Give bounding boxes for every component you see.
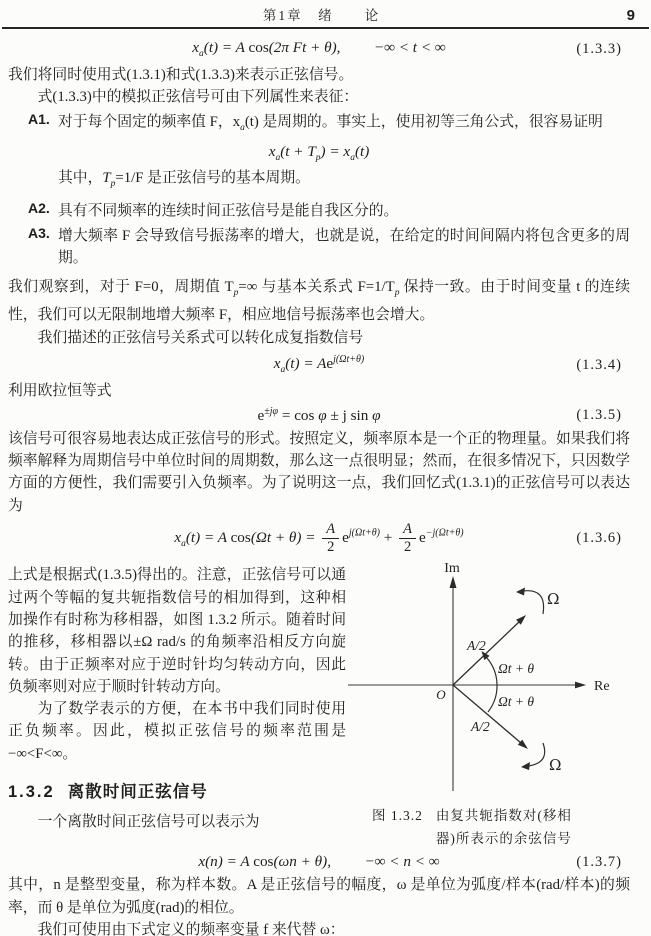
eq-term: (2π Ft + θ), (268, 39, 341, 56)
eq-exponent: j(Ωt+θ) (348, 527, 380, 539)
section-heading (8, 778, 346, 802)
right-column (346, 558, 630, 850)
observe-part: 保持一致。由于时间变量 t 的连续性，我们可以无限制地增大频率 F，相应地信号振荡率也会增大。 (8, 279, 630, 324)
rotation-cw-arc (528, 743, 545, 766)
figure-1-3-2 (346, 558, 630, 850)
fraction-numerator: A (399, 522, 416, 539)
eq-var: φ (318, 406, 327, 424)
eq-term: (t) = A (285, 354, 327, 372)
chapter-title: 第1章 绪 论 (262, 8, 381, 23)
paragraph-express: 该信号可很容易地表达成正弦信号的形式。按照定义，频率原本是一个正的物理量。如果我们将频率解释为周期信号中单位时间的周期数，那么这一点很明显；然而，在很多情况下，只因数学方面的方便性，我们需要引入负频率。为了说明这一点，我们回忆式(1.3.1)的正弦信号可以表达为 (8, 430, 630, 514)
amplitude-lower-label: A/2 (471, 719, 490, 735)
section-number: 1.3.2 (8, 782, 55, 801)
eq-term: (t) (354, 143, 370, 161)
caption-line: 器)所表示的余弦信号 (435, 831, 572, 847)
page-number: 9 (626, 7, 635, 24)
angle-lower-label: Ωt + θ (498, 694, 535, 710)
caption-line: 由复共轭指数对(移相 (435, 808, 572, 824)
paragraph-properties: 式(1.3.3)中的模拟正弦信号可由下列属性来表征： (37, 89, 359, 106)
section-title: 离散时间正弦信号 (67, 782, 208, 801)
origin-label: O (436, 687, 446, 703)
equation-number: (1.3.4) (576, 357, 622, 374)
phasor-diagram (346, 560, 651, 796)
eq-term: (ωn + θ), (273, 853, 331, 871)
eq-e: e (257, 406, 265, 424)
item-sub: a (240, 123, 245, 134)
eq-fn: cos (253, 853, 274, 871)
re-axis-label: Re (594, 679, 610, 695)
left-column (8, 558, 346, 850)
rotation-ccw-arc (523, 591, 544, 614)
note-part: =1/F 是正弦信号的基本周期。 (115, 170, 310, 187)
paragraph-replace: 我们可使用由下式定义的频率变量 f 来代替 ω： (37, 921, 345, 936)
note-sub: p (110, 179, 116, 190)
angle-upper-label: Ωt + θ (498, 661, 535, 677)
property-item-a3 (8, 225, 630, 269)
eq-term: (t) = A (185, 528, 231, 546)
paragraph-observe (8, 276, 630, 326)
eq-fraction (322, 522, 339, 555)
figure-caption-tag: 图 1.3.2 (372, 808, 423, 824)
eq-exponent: ±jφ (264, 405, 279, 417)
equation-number: (1.3.3) (576, 41, 622, 58)
paragraph-a1-note (58, 167, 630, 195)
eq-sub: a (275, 153, 281, 164)
two-column-section (8, 558, 630, 850)
figure-caption-text (436, 804, 572, 850)
equation-1-3-3 (8, 38, 630, 61)
eq-sub: a (280, 364, 286, 375)
eq-range: −∞ < t < ∞ (373, 39, 446, 56)
item-label: A1. (28, 111, 50, 128)
eq-var: φ (372, 406, 381, 424)
note-part: 其中， (58, 170, 103, 187)
eq-term: = cos (278, 406, 319, 424)
paragraph-phasor: 上式是根据式(1.3.5)得出的。注意，正弦信号可以通过两个等幅的复共轭指数信号的相加得到，这种相加操作有时称为移相器，如图 1.3.2 所示。随着时间的推移，移相器以±Ω rad/s 的角频率沿相反方向旋转。由于正频率对应于逆时针均匀转动方向，因此负频率则对应于顺时针转动方向。 (8, 567, 346, 695)
im-axis-label: Im (444, 561, 460, 577)
eq-sub: p (315, 153, 321, 164)
eq-exponent: −j(Ωt+θ) (425, 527, 464, 539)
amplitude-upper-label: A/2 (467, 638, 486, 654)
eq-term: (t) = A (203, 39, 249, 56)
equation-1-3-6 (8, 522, 630, 555)
eq-term: x (273, 354, 281, 372)
rotation-ccw-arrow-icon (516, 588, 525, 596)
paragraph-where: 其中，n 是整型变量，称为样本数。A 是正弦信号的幅度，ω 是单位为弧度/样本(rad/样本)的频率，而 θ 是单位为弧度(rad)的相位。 (8, 877, 630, 916)
equation-1-3-4 (8, 354, 630, 377)
eq-fn: cos (230, 528, 251, 546)
eq-e: e (342, 528, 349, 546)
im-axis-arrow-icon (450, 576, 457, 588)
equation-number: (1.3.5) (576, 407, 622, 424)
fraction-numerator: A (322, 522, 339, 539)
eq-sub: a (199, 49, 204, 60)
fraction-denominator: 2 (403, 538, 412, 555)
eq-exponent: j(Ωt+θ) (333, 353, 365, 365)
eq-term: x(n) = A (198, 853, 254, 871)
rotation-cw-arrow-icon (521, 762, 530, 770)
page-content (0, 38, 651, 936)
item-text-part: (t) 是周期的。事实上，使用初等三角公式，很容易证明 (244, 114, 603, 131)
figure-caption (372, 804, 630, 850)
eq-term: (t + T (280, 143, 316, 161)
header-rule (2, 27, 649, 29)
omega-upper-label: Ω (547, 590, 560, 609)
item-label: A2. (28, 199, 50, 216)
item-text: 具有不同频率的连续时间正弦信号是能自我区分的。 (58, 202, 399, 219)
observe-sub: p (394, 288, 400, 299)
fraction-denominator: 2 (327, 538, 335, 555)
omega-lower-label: Ω (549, 756, 562, 775)
eq-e: e (326, 354, 334, 372)
eq-term: ) = x (320, 143, 351, 161)
equation-1-3-5 (8, 406, 630, 425)
paragraph-euler: 利用欧拉恒等式 (8, 382, 112, 399)
paragraph-both-freq: 为了数学表示的方便，在本书中我们同时使用正负频率。因此，模拟正弦信号的频率范围是 −∞<F<∞。 (8, 701, 346, 762)
eq-term: x (268, 143, 276, 161)
eq-sub: a (350, 153, 355, 164)
equation-1-3-7 (8, 852, 630, 871)
equation-number: (1.3.7) (576, 853, 622, 870)
item-text-part: 对于每个固定的频率值 F，x (58, 114, 241, 131)
eq-range: −∞ < n < ∞ (364, 853, 440, 871)
eq-sub: a (181, 538, 186, 549)
property-item-a2 (8, 200, 630, 222)
page-header (0, 0, 651, 24)
paragraph-discrete: 一个离散时间正弦信号可以表示为 (37, 813, 260, 830)
eq-fn: cos (248, 39, 269, 56)
item-text: 增大频率 F 会导致信号振荡率的增大，也就是说，在给定的时间间隔内将包含更多的周期。 (58, 227, 630, 266)
item-text (58, 111, 630, 139)
equation-periodicity (8, 142, 630, 165)
eq-term: x (174, 528, 182, 546)
property-item-a1 (8, 111, 630, 139)
eq-term: + (380, 528, 397, 546)
item-label: A3. (28, 224, 50, 241)
re-axis-arrow-icon (575, 682, 586, 689)
paragraph-use-both: 我们将同时使用式(1.3.1)和式(1.3.3)来表示正弦信号。 (8, 66, 354, 83)
paragraph-convert: 我们描述的正弦信号关系式可以转化成复指数信号 (37, 329, 364, 346)
note-var: T (102, 170, 111, 187)
eq-e: e (419, 528, 426, 546)
eq-fraction (399, 522, 416, 555)
eq-term: x (192, 39, 200, 56)
eq-term: ± j sin (326, 406, 373, 424)
observe-sub: p (233, 288, 239, 299)
equation-number: (1.3.6) (576, 529, 622, 546)
observe-part: =∞ 与基本关系式 F=1/T (238, 279, 395, 296)
observe-part: 我们观察到，对于 F=0，周期值 T (8, 279, 234, 296)
eq-term: (Ωt + θ) = (250, 528, 320, 546)
